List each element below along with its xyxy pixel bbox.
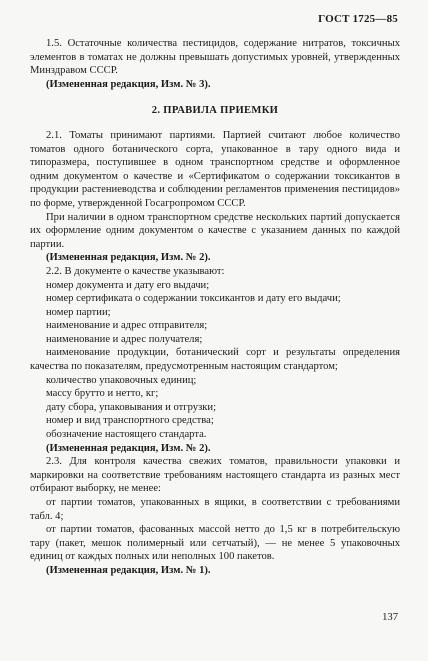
- list-item: номер партии;: [46, 306, 111, 318]
- paragraph-1-5: 1.5. Остаточные количества пестицидов, содержание нитратов, токсичных элементов в томатах не должны превышать допустимых уровней, утвержденных Минздравом СССР.: [30, 38, 400, 77]
- standard-header: ГОСТ 1725—85: [318, 13, 398, 25]
- list-item: обозначение настоящего стандарта.: [46, 429, 207, 441]
- paragraph: от партии томатов, упакованных в ящики, в соответствии с требованиями табл. 4;: [30, 497, 400, 522]
- list-item: массу брутто и нетто, кг;: [46, 388, 159, 400]
- paragraph: При наличии в одном транспортном средстве нескольких партий допускается их оформление одним документом о качестве с указанием данных по каждой партии.: [30, 211, 400, 250]
- list-item: наименование продукции, ботанический сорт и результаты определения качества по показателям, предусмотренным настоящим стандартом;: [30, 347, 400, 373]
- document-body: [30, 37, 400, 578]
- amendment-note: (Измененная редакция, Изм. № 1).: [46, 564, 211, 576]
- amendment-note: (Измененная редакция, Изм. № 2).: [46, 442, 211, 454]
- list-item: количество упаковочных единиц;: [46, 374, 197, 386]
- list-item: номер и вид транспортного средства;: [46, 415, 214, 427]
- list-item: наименование и адрес отправителя;: [46, 320, 208, 332]
- list-item: номер сертификата о содержании токсикантов и дату его выдачи;: [46, 293, 341, 305]
- list-item: наименование и адрес получателя;: [46, 333, 203, 345]
- amendment-note: (Измененная редакция, Изм. № 2).: [46, 252, 211, 264]
- page-number: 137: [382, 612, 398, 623]
- list-item: дату сбора, упаковывания и отгрузки;: [46, 401, 217, 413]
- paragraph-2-3: 2.3. Для контроля качества свежих томатов, правильности упаковки и маркировки на соответствие требованиям настоящего стандарта из разных мест отбирают выборку, не менее:: [30, 456, 400, 495]
- section-heading: 2. ПРАВИЛА ПРИЕМКИ: [151, 105, 279, 117]
- paragraph: от партии томатов, фасованных массой нетто до 1,5 кг в потребительскую тару (пакет, мешок полимерный или сетчатый), — не менее 5 упаковочных единиц от каждых полных или неполных 100 пакетов.: [30, 524, 400, 563]
- paragraph-2-1: 2.1. Томаты принимают партиями. Партией считают любое количество томатов одного ботанического сорта, упакованное в тару одного вида и типоразмера, поступившее в одном транспортном средстве и оформленное одним документом о качестве и «Сертификатом о содержании токсикантов в продукции растениеводства и соблюдении регламентов применения пестицидов» по форме, утвержденной Госагропромом СССР.: [30, 129, 400, 209]
- amendment-note: (Измененная редакция, Изм. № 3).: [46, 78, 211, 90]
- paragraph-2-2: 2.2. В документе о качестве указывают:: [46, 265, 225, 277]
- list-item: номер документа и дату его выдачи;: [46, 279, 210, 291]
